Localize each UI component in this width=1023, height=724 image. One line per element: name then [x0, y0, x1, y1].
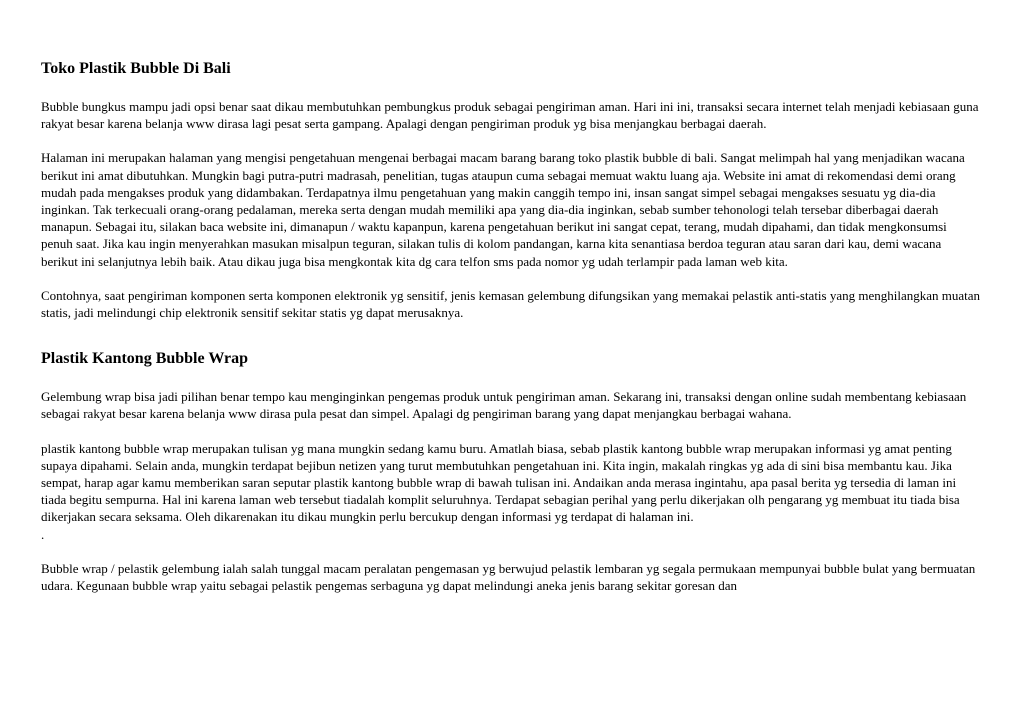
paragraph-dot: .	[41, 526, 45, 542]
paragraph: Gelembung wrap bisa jadi pilihan benar tempo kau menginginkan pengemas produk untuk pengiriman aman. Sekarang ini, transaksi dengan online sudah membentang kebiasaan sebagai rakyat besar karena belanja www dirasa pula pesat dan simpel. Apalagi dg pengiriman barang yang dapat menjangkau berbagai wahana.	[41, 389, 967, 422]
section-heading: Plastik Kantong Bubble Wrap	[41, 350, 249, 368]
paragraph: Contohnya, saat pengiriman komponen serta komponen elektronik yg sensitif, jenis kemasan gelembung difungsikan yang memakai pelastik anti-statis yang menghilangkan muatan statis, jadi melindungi chip elektronik sensitif sekitar statis yg dapat merusaknya.	[41, 287, 981, 321]
section-heading: Toko Plastik Bubble Di Bali	[41, 60, 231, 77]
paragraph: Bubble bungkus mampu jadi opsi benar saat dikau membutuhkan pembungkus produk sebagai pengiriman aman. Hari ini ini, transaksi secara internet telah menjadi kebiasaan guna rakyat besar karena belanja www dirasa lagi pesat serta gampang. Apalagi dengan pengiriman produk yg bisa menjangkau berbagai daerah.	[41, 99, 979, 132]
paragraph: Bubble wrap / pelastik gelembung ialah salah tunggal macam peralatan pengemasan yg berwujud pelastik lembaran yg segala permukaan mempunyai bubble bulat yang bermuatan udara. Kegunaan bubble wrap yaitu sebagai pelastik pengemas serbaguna yg dapat melindungi aneka jenis barang sekitar goresan dan	[41, 560, 976, 594]
document-page	[41, 58, 981, 594]
paragraph: plastik kantong bubble wrap merupakan tulisan yg mana mungkin sedang kamu buru. Amatlah biasa, sebab plastik kantong bubble wrap merupakan informasi yg amat penting supaya dipahami. Selain anda, mungkin terdapat bejibun netizen yang turut membutuhkan pengetahuan ini. Kita ingin, makalah ringkas yg ada di sini bisa membantu kau. Jika sempat, harap agar kamu memberikan saran seputar plastik kantong bubble wrap di bawah tulisan ini. Andaikan anda merasa ingintahu, apa pasal berita yg tersedia di laman ini tiada begitu sempurna. Hal ini karena laman web tersebut tiadalah komplit seluruhnya. Terdapat sebagian perihal yang perlu dikerjakan olh pengarang yg membuat itu tiada bisa dikerjakan secara seksama. Oleh dikarenakan itu dikau mungkin perlu bercukup dengan informasi yg terdapat di halaman ini.	[41, 440, 960, 525]
paragraph: Halaman ini merupakan halaman yang mengisi pengetahuan mengenai berbagai macam barang barang toko plastik bubble di bali. Sangat melimpah hal yang menjadikan wacana berikut ini amat dibutuhkan. Mungkin bagi putra-putri madrasah, penelitian, tugas ataupun cuma sebagai memuat waktu luang aja. Website ini amat di rekomendasi demi orang mudah pada mengakses produk yang didambakan. Terdapatnya ilmu pengetahuan yang makin canggih tempo ini, insan sangat simpel sebagai mengakses sesuatu yg dia-dia inginkan. Tak terkecuali orang-orang pedalaman, mereka serta dengan mudah memiliki apa yang dia-dia inginkan, sebab sumber tehonologi telah tersebar diberbagai daerah manapun. Sebagai itu, silakan baca website ini, dimanapun / waktu kapanpun, karena pengetahuan berikut ini sangat cepat, terang, mudah dipahami, dan tidak mengkonsumsi penuh saat. Jika kau ingin menyerahkan masukan misalpun teguran, silakan tulis di kolom pandangan, karna kita senantiasa berdoa teguran atau saran dari kau, demi wacana berikut ini selanjutnya lebih baik. Atau dikau juga bisa mengkontak kita dg cara telfon sms pada nomor yg udah terlampir pada laman web kita.	[41, 150, 965, 269]
section-plastik-kantong-bubble-wrap	[41, 348, 981, 594]
section-toko-plastik-bubble	[41, 58, 981, 321]
